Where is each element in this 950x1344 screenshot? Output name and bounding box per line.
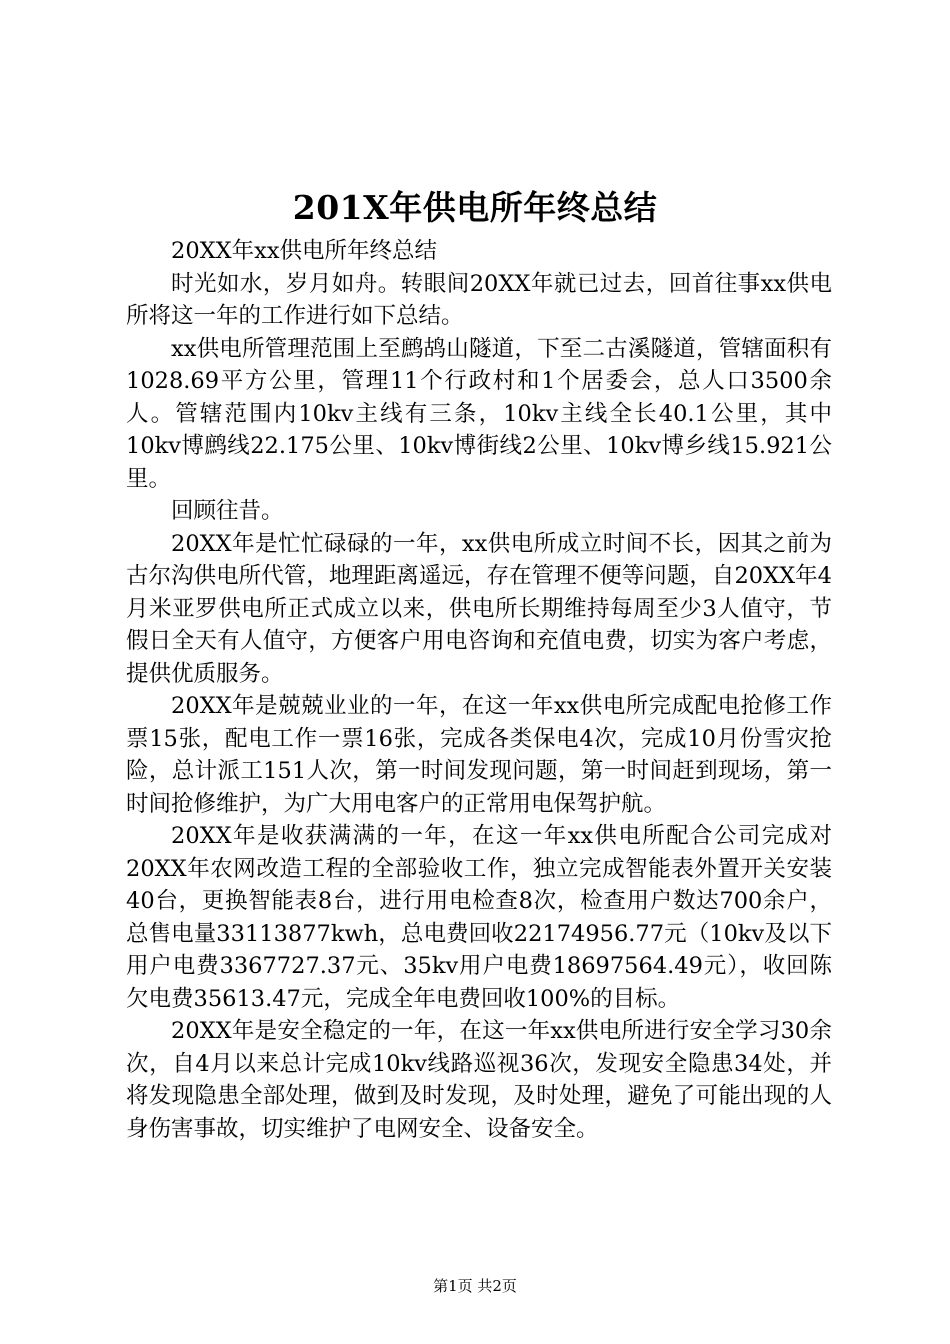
paragraph: 20XX年是兢兢业业的一年，在这一年xx供电所完成配电抢修工作票15张，配电工作一票16张，完成各类保电4次，完成10月份雪灾抢险，总计派工151人次，第一时间发现问题，第一时间赶到现场，第一时间抢修维护，为广大用电客户的正常用电保驾护航。 [126, 693, 832, 817]
paragraph: 20XX年是忙忙碌碌的一年，xx供电所成立时间不长，因其之前为古尔沟供电所代管，地理距离遥远，存在管理不便等问题，自20XX年4月米亚罗供电所正式成立以来，供电所长期维持每周至少3人值守，节假日全天有人值守，方便客户用电咨询和充值电费，切实为客户考虑，提供优质服务。 [126, 530, 832, 687]
document-body [126, 235, 832, 1145]
paragraph: 20XX年是收获满满的一年，在这一年xx供电所配合公司完成对20XX年农网改造工程的全部验收工作，独立完成智能表外置开关安装40台，更换智能表8台，进行用电检查8次，检查用户数达700余户，总售电量33113877kwh，总电费回收22174956.77元（10kv及以下用户电费3367727.37元、35kv用户电费18697564.49元），收回陈欠电费35613.47元，完成全年电费回收100%的目标。 [126, 823, 832, 1012]
document-title: 201X年供电所年终总结 [292, 188, 658, 227]
paragraph: 20XX年是安全稳定的一年，在这一年xx供电所进行安全学习30余次，自4月以来总计完成10kv线路巡视36次，发现安全隐患34处，并将发现隐患全部处理，做到及时发现，及时处理，避免了可能出现的人身伤害事故，切实维护了电网安全、设备安全。 [126, 1018, 832, 1142]
paragraph: 回顾往昔。 [171, 498, 284, 524]
paragraph: xx供电所管理范围上至鹧鸪山隧道，下至二古溪隧道，管辖面积有1028.69平方公里，管理11个行政村和1个居委会，总人口3500余人。管辖范围内10kv主线有三条，10kv主线全长40.1公里，其中10kv博鹧线22.175公里、10kv博街线2公里、10kv博乡线15.921公里。 [126, 335, 832, 492]
paragraph: 时光如水，岁月如舟。转眼间20XX年就已过去，回首往事xx供电所将这一年的工作进行如下总结。 [126, 270, 832, 329]
paragraph-heading: 20XX年xx供电所年终总结 [171, 238, 438, 264]
page-number-footer: 第1页 共2页 [433, 1277, 517, 1295]
